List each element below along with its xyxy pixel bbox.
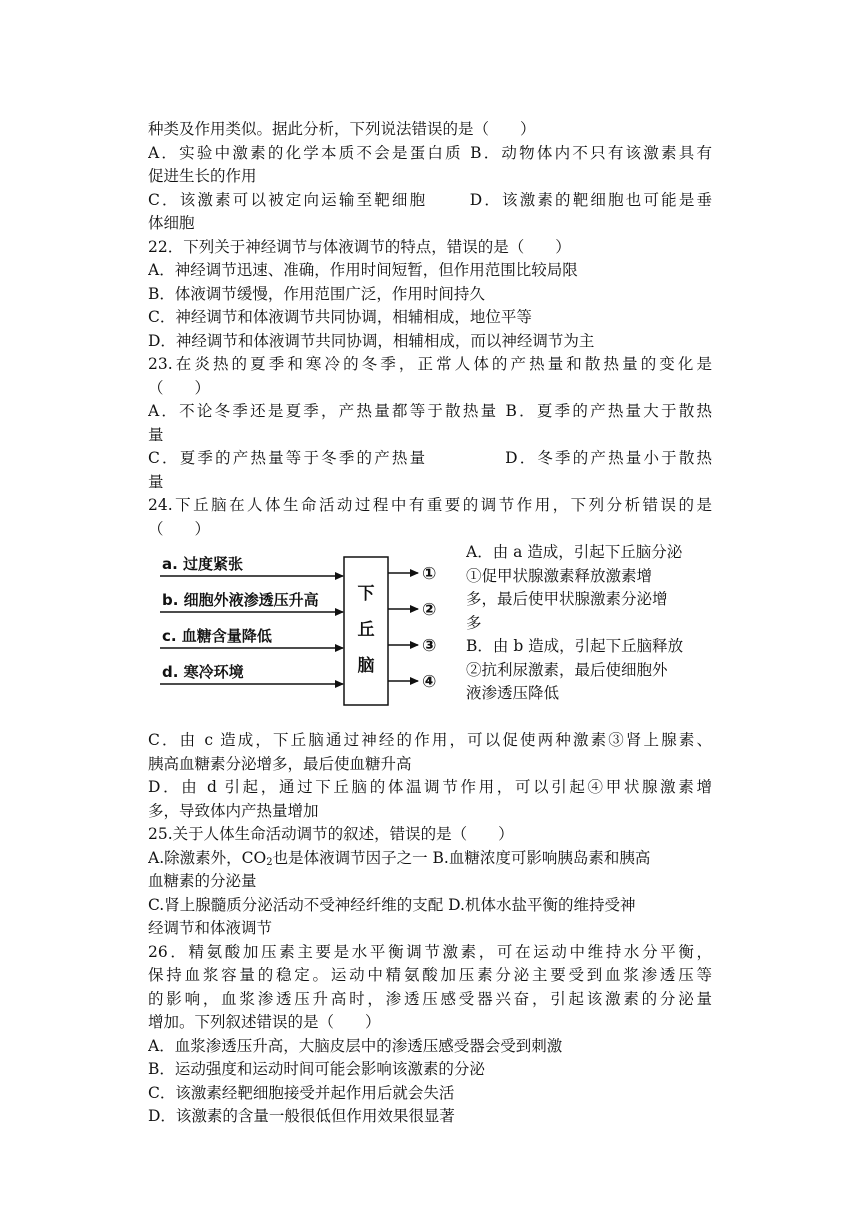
diagram-block (148, 541, 712, 729)
option-b: B．运动强度和运动时间可能会影响该激素的分泌 (148, 1060, 485, 1078)
question-26 (148, 941, 712, 1129)
box-char: 下 (357, 584, 375, 604)
text-line: C．该激素可以被定向运输至靶细胞 D．该激素的靶细胞也可能是垂 (148, 190, 712, 209)
input-label-c: c. 血糖含量降低 (162, 627, 272, 645)
option-b: B．体液调节缓慢，作用范围广泛，作用时间持久 (148, 284, 485, 303)
text-line: 量 (148, 425, 164, 444)
text-span: A.除激素外，CO (148, 848, 267, 867)
text-line: 液渗透压降低 (466, 684, 560, 702)
question-stem: 的影响，血浆渗透压升高时，渗透压感受器兴奋，引起该激素的分泌量 (148, 989, 712, 1008)
text-line: 多 (466, 613, 482, 632)
text-line: C．夏季的产热量等于冬季的产热量 D．冬季的产热量小于散热 (148, 449, 712, 467)
input-label-b: b. 细胞外液渗透压升高 (162, 591, 319, 609)
text-line: 胰高血糖素分泌增多，最后使血糖升高 (148, 754, 412, 773)
question-stem: 23.在炎热的夏季和寒冷的冬季，正常人体的产热量和散热量的变化是 (148, 355, 712, 373)
question-stem: （ ） (148, 519, 211, 538)
input-label-a: a. 过度紧张 (162, 555, 244, 573)
text-line: ②抗利尿激素，最后使细胞外 (466, 660, 668, 679)
option-c: C．神经调节和体液调节共同协调，相辅相成，地位平等 (148, 308, 532, 326)
text-line: A．实验中激素的化学本质不会是蛋白质 B．动物体内不只有该激素具有 (148, 143, 712, 162)
output-label-2: ② (422, 600, 437, 620)
hypothalamus-diagram (160, 547, 460, 717)
text-line: 种类及作用类似。据此分析，下列说法错误的是（ ） (148, 120, 536, 138)
text-line (148, 847, 712, 871)
text-line: 血糖素的分泌量 (148, 872, 257, 890)
question-stem: 保持血浆容量的稳定。运动中精氨酸加压素分泌主要受到血浆渗透压等 (148, 966, 712, 984)
text-line: 促进生长的作用 (148, 167, 257, 185)
options-a-b-side-text (466, 541, 712, 706)
text-line: 多，导致体内产热量增加 (148, 801, 319, 820)
text-line: 量 (148, 472, 164, 491)
text-line: ①促甲状腺激素释放激素增 (466, 566, 653, 585)
text-line: 体细胞 (148, 214, 195, 232)
option-c: C．由 c 造成，下丘脑通过神经的作用，可以促使两种激素③肾上腺素、 (148, 731, 712, 749)
question-22 (148, 236, 712, 354)
question-stem: 增加。下列叙述错误的是（ ） (148, 1013, 381, 1031)
text-line: A．不论冬季还是夏季，产热量都等于散热量 B．夏季的产热量大于散热 (148, 402, 712, 420)
question-stem: （ ） (148, 378, 211, 397)
question-stem: 24.下丘脑在人体生命活动过程中有重要的调节作用，下列分析错误的是 (148, 496, 712, 514)
text-span: 也是体液调节因子之一 B.血糖浓度可影响胰岛素和胰高 (272, 848, 651, 867)
output-label-3: ③ (422, 636, 437, 656)
question-stem: 26．精氨酸加压素主要是水平衡调节激素，可在运动中维持水分平衡， (148, 942, 712, 961)
text-line: C.肾上腺髓质分泌活动不受神经纤维的支配 D.机体水盐平衡的维持受神 (148, 895, 636, 914)
input-label-d: d. 寒冷环境 (162, 663, 244, 681)
question-stem: 22．下列关于神经调节与体液调节的特点，错误的是（ ） (148, 237, 571, 256)
question-stem: 25.关于人体生命活动调节的叙述，错误的是（ ） (148, 825, 514, 843)
option-d: D．由 d 引起，通过下丘脑的体温调节作用，可以引起④甲状腺激素增 (148, 778, 712, 796)
text-line: B．由 b 造成，引起下丘脑释放 (466, 637, 684, 655)
text-line: A．由 a 造成，引起下丘脑分泌 (466, 543, 683, 561)
question-23 (148, 353, 712, 494)
question-24 (148, 494, 712, 823)
option-a: A．神经调节迅速、准确，作用时间短暂，但作用范围比较局限 (148, 261, 578, 279)
text-line: 经调节和体液调节 (148, 919, 273, 937)
option-c: C．该激素经靶细胞接受并起作用后就会失活 (148, 1083, 455, 1102)
subscript: 2 (266, 856, 273, 868)
option-d: D．神经调节和体液调节共同协调，相辅相成，而以神经调节为主 (148, 331, 595, 350)
output-label-4: ④ (422, 672, 437, 692)
box-char: 丘 (357, 620, 375, 640)
question-21-continued (148, 118, 712, 236)
question-25 (148, 823, 712, 941)
page-content (148, 118, 712, 1129)
text-line: 多，最后使甲状腺激素分泌增 (466, 590, 668, 608)
option-a: A．血浆渗透压升高，大脑皮层中的渗透压感受器会受到刺激 (148, 1036, 563, 1055)
output-label-1: ① (422, 564, 437, 584)
option-d: D．该激素的含量一般很低但作用效果很显著 (148, 1107, 455, 1125)
box-char: 脑 (357, 656, 375, 676)
